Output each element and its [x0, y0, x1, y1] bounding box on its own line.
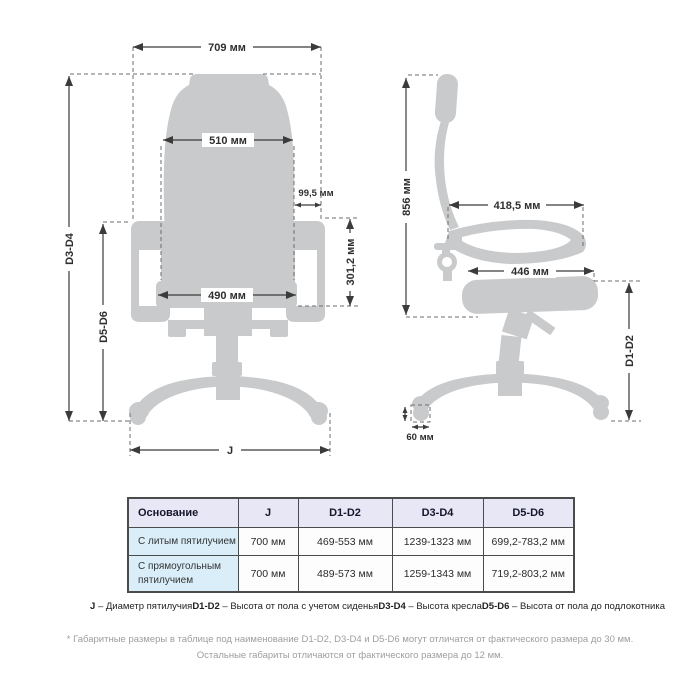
- dim-label-seat-depth: 446 мм: [511, 266, 549, 278]
- side-caster-right: [593, 404, 609, 420]
- cell-j: 700 мм: [238, 556, 298, 593]
- front-mechanism-tab-right: [270, 320, 288, 337]
- front-armrest-left: [131, 221, 170, 322]
- cell-d5d6: 699,2-783,2 мм: [483, 528, 574, 556]
- table-row: [128, 528, 574, 556]
- header-d1d2: D1-D2: [298, 498, 392, 528]
- legend-item-j: [90, 601, 192, 612]
- header-base: Основание: [128, 498, 238, 528]
- dimensions-table: [127, 497, 575, 593]
- legend-key: D5-D6: [481, 601, 510, 612]
- chair-front-silhouette: [129, 74, 328, 425]
- header-j: J: [238, 498, 298, 528]
- table-row: [128, 556, 574, 593]
- legend-desc: – Диаметр пятилучия: [97, 601, 193, 612]
- side-seat-shape: [461, 276, 598, 315]
- front-gas-lift-base: [212, 362, 242, 376]
- cell-d3d4: 1239-1323 мм: [392, 528, 483, 556]
- side-gas-lift: [499, 335, 522, 365]
- legend-item-d5d6: [482, 601, 665, 612]
- legend-desc: – Высота кресла: [408, 601, 482, 612]
- footnote-line-2: Остальные габариты отличаются от фактического размера до 12 мм.: [196, 650, 504, 662]
- dim-label-back-depth: 418,5 мм: [493, 200, 541, 212]
- side-back-frame: [435, 121, 459, 230]
- front-caster-left: [130, 409, 146, 425]
- legend-key: J: [90, 601, 96, 612]
- legend-item-d1d2: [192, 601, 378, 612]
- dim-label-top-width: 709 мм: [208, 42, 246, 54]
- chair-front-view: [62, 40, 358, 457]
- legend-key: D3-D4: [378, 601, 406, 612]
- cell-j: 700 мм: [238, 528, 298, 556]
- side-headrest-shape: [434, 73, 458, 123]
- dim-label-height: 856 мм: [401, 178, 413, 216]
- side-caster-left: [413, 405, 429, 421]
- dim-label-caster: 60 мм: [406, 432, 434, 443]
- side-knob-hole: [442, 257, 452, 267]
- legend-desc: – Высота от пола до подлокотника: [512, 601, 666, 612]
- cell-base-type: С литым пятилучием: [128, 528, 238, 556]
- dim-label-armrest-height: 301,2 мм: [345, 238, 357, 286]
- legend-key: D1-D2: [192, 601, 220, 612]
- cell-d3d4: 1259-1343 мм: [392, 556, 483, 593]
- header-d5d6: D5-D6: [483, 498, 574, 528]
- chair-side-silhouette: [412, 73, 609, 421]
- dim-label-back-width: 510 мм: [209, 135, 247, 147]
- side-knob-handle: [434, 243, 458, 250]
- front-backrest-shape: [164, 74, 295, 296]
- chair-side-view: [399, 73, 641, 443]
- front-mechanism-tab-left: [168, 320, 186, 337]
- dim-label-seat-width: 490 мм: [208, 290, 246, 302]
- footnote-line-1: * Габаритные размеры в таблице под наименование D1-D2, D3-D4 и D5-D6 могут отличатся от фактического размера до 30 мм.: [66, 634, 634, 645]
- front-armrest-right: [286, 221, 325, 322]
- dim-label-seat-floor: D1-D2: [624, 335, 636, 367]
- dim-label-armrest-offset: 99,5 мм: [298, 188, 334, 199]
- legend-desc: – Высота от пола с учетом сиденья: [222, 601, 379, 612]
- cell-d1d2: 489-573 мм: [298, 556, 392, 593]
- dim-label-base-diameter: J: [226, 445, 234, 457]
- dim-label-chair-height: D3-D4: [64, 233, 76, 265]
- header-d3d4: D3-D4: [392, 498, 483, 528]
- front-caster-right: [311, 409, 327, 425]
- cell-d5d6: 719,2-803,2 мм: [483, 556, 574, 593]
- side-lumbar-band: [445, 220, 586, 264]
- footnotes: [0, 632, 700, 664]
- front-gas-lift: [216, 336, 238, 364]
- side-knob-stem-bottom: [443, 271, 452, 281]
- cell-base-type: С прямоугольным пятилучием: [128, 556, 238, 593]
- dim-label-armrest-floor: D5-D6: [98, 311, 110, 343]
- legend: [90, 601, 666, 612]
- table-header-row: [128, 498, 574, 528]
- legend-item-d3d4: [378, 601, 482, 612]
- cell-d1d2: 469-553 мм: [298, 528, 392, 556]
